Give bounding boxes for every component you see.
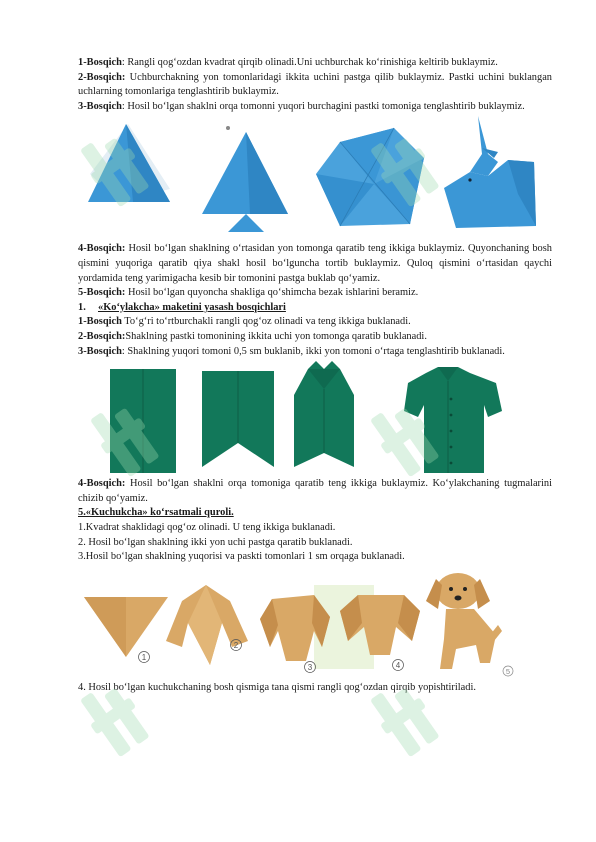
dog-heading [78,506,552,521]
shirt-heading [78,301,552,316]
step-label: 3-Bosqich [78,100,122,112]
rabbit-fold-2-image [202,126,288,232]
shirt-step-1 [78,315,552,330]
shirt-steps-illustration [78,359,552,477]
shirt-step-4 [78,477,552,506]
step-text: 4. Hosil bo‘lgan kuchukchaning bosh qismiga tana qismi rangli qog‘ozdan qirqib yopishtiriladi. [78,681,476,693]
rabbit-step-4 [78,242,552,286]
rabbit-step-3 [78,100,552,115]
fig-number-3: 3 [307,662,313,672]
section-heading: «Ko‘ylakcha» maketini yasash bosqichlari [98,301,286,313]
step-label: 1-Bosqich [78,57,122,68]
fig-number-5: 5 [505,666,511,676]
dog-final-image [426,573,502,669]
shirt-figures [78,359,552,477]
step-text: 1.Kvadrat shaklidagi qog‘oz olinadi. U teng ikkiga buklanadi. [78,521,336,533]
dog-fold-1-image [84,597,168,657]
step-text: Hosil bo‘lgan shaklni orqa tomoniga qaratib teng ikkiga buklaymiz. Ko‘ylakchaning tugmalarini chizib qo‘yamiz. [78,478,552,504]
fig-number-4: 4 [395,660,401,670]
document-content [78,56,552,695]
step-label: 5-Bosqich: [78,287,126,299]
shirt-step-2 [78,330,552,345]
dog-step-2 [78,536,552,551]
step-label: 1-Bosqich [78,316,122,328]
shirt-fold-3-image [294,361,354,467]
step-text: : Rangli qog‘ozdan kvadrat qirqib olinadi.Uni uchburchak ko‘rinishiga keltirib buklaymiz. [121,57,498,68]
step-label: 2-Bosqich: [78,71,126,83]
dog-step-4 [78,681,552,696]
step-text: Hosil bo‘lgan shaklning o‘rtasidan yon tomonga qaratib teng ikkiga buklaymiz. Quyonchaning bosh qismini yuqoriga qaratib qiya shakl hosil bo‘lguncha tortib buklaymiz. Quloq qismini o‘rtasidan qaychi yordamida teng yarimigacha kesib bir tomonini pastga buklab qo‘yamiz. [78,243,552,284]
rabbit-fold-3-image [316,128,424,226]
shirt-fold-1-image [110,369,176,473]
section-number: 1. [78,301,86,313]
step-text: 2. Hosil bo‘lgan shaklning ikki yon uchi pastga qaratib buklanadi. [78,536,353,548]
step-label: 2-Bosqich: [78,330,126,342]
step-text: Uchburchakning yon tomonlaridagi ikkita uchini pastga qilib buklaymiz. Pastki uchini buklangan uchlarning tomonlariga tenglashtirib buklaymiz. [78,71,552,98]
dog-steps-illustration [78,565,552,681]
step-text: 3.Hosil bo‘lgan shaklning yuqorisi va paskti tomonlari 1 sm orqaga buklanadi. [78,551,405,563]
rabbit-final-image [444,116,536,228]
rabbit-steps-illustration [78,114,552,242]
dog-step-3 [78,550,552,565]
rabbit-figures [78,114,552,242]
section-heading: 5.«Kuchukcha» ko‘rsatmali quroli. [78,507,234,519]
dog-step-1 [78,521,552,536]
shirt-final-image [404,367,502,473]
step-text: Shaklning pastki tomonining ikkita uchi yon tomonga qaratib buklanadi. [125,330,427,342]
fig-number-1: 1 [141,652,147,662]
rabbit-step-1 [78,56,552,71]
step-text: : Hosil bo‘lgan shaklni orqa tomonni yuqori burchagini pastki tomoniga tenglashtirib buklaymiz. [121,100,525,112]
dog-fold-2-image [166,585,248,665]
fig-number-2: 2 [233,640,239,650]
rabbit-fold-1-image [88,124,170,202]
shirt-step-3 [78,345,552,360]
step-label: 4-Bosqich: [78,478,126,490]
step-label: 4-Bosqich: [78,243,126,255]
shirt-fold-2-image [202,371,274,467]
step-label: 3-Bosqich [78,345,122,357]
step-text: Hosil bo‘lgan quyoncha shakliga qo‘shimcha bezak ishlarini beramiz. [125,287,419,299]
step-text: To‘g‘ri to‘rtburchakli rangli qog‘oz olinadi va teng ikkiga buklanadi. [121,316,411,328]
step-text: : Shaklning yuqori tomoni 0,5 sm buklanib, ikki yon tomoni o‘rtaga tenglashtirib buklanadi. [121,345,505,357]
rabbit-step-5 [78,286,552,301]
rabbit-step-2 [78,71,552,100]
dog-figures [78,565,552,681]
